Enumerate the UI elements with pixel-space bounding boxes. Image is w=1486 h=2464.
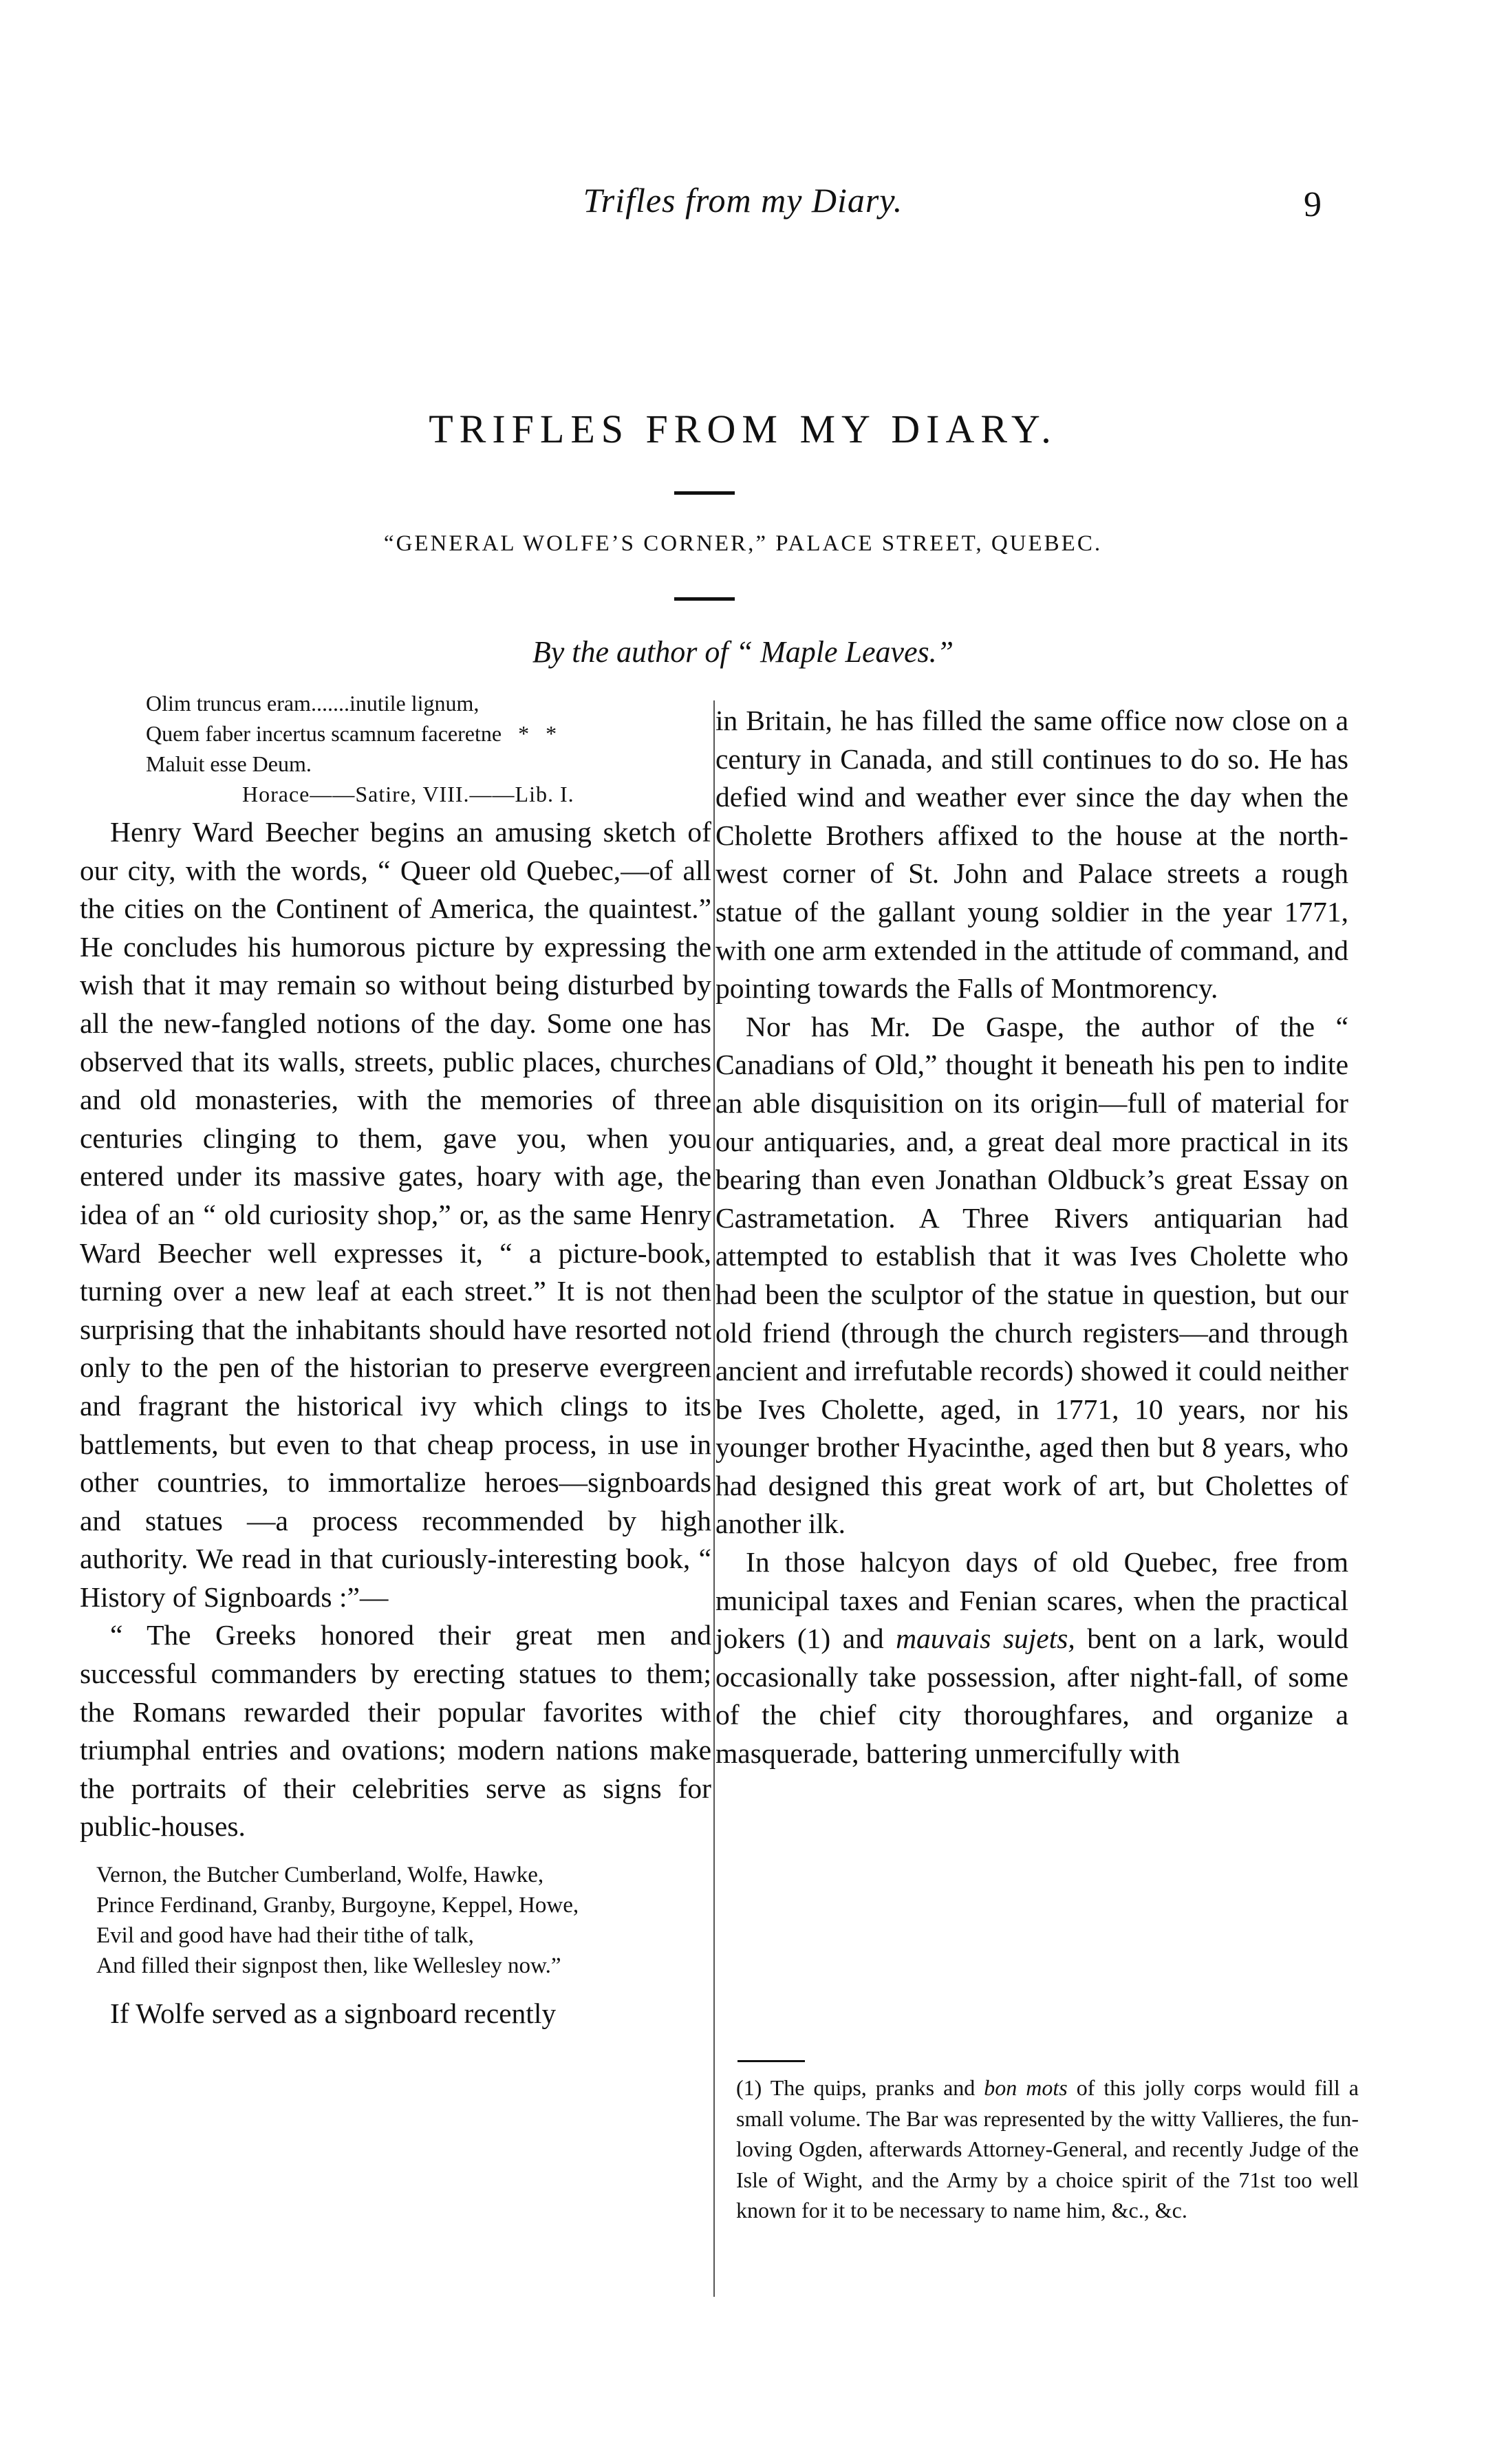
paragraph-text: bent on a lark, would occasionally take possession, after night-fall, of some of the chief city thoroughfares, and organize a masquerade, battering unmercifully with (715, 1622, 1349, 1770)
paragraph-text: In those halcyon days of old Quebec, free from municipal taxes and Fenian scares, when the practical jokers (1) and (715, 1546, 1348, 1655)
byline: By the author of “ Maple Leaves.” (532, 635, 954, 669)
left-column (80, 688, 711, 2033)
italic-phrase: mauvais sujets, (896, 1622, 1075, 1655)
body-paragraph (715, 1543, 1348, 1773)
verse-line: Prince Ferdinand, Granby, Burgoyne, Keppel, Howe, (96, 1893, 579, 1918)
body-paragraph: Nor has Mr. De Gaspe, the author of the “ Canadians of Old,” thought it beneath his pen to indite an able disquisition on its origin—full of material for our antiquaries, and, a great deal more practical in its bearing than even Jonathan Oldbuck’s great Essay on Castrametation. A Three Rivers antiquarian had attempted to establish that it was Ives Cholette who had been the sculptor of the statue in question, but our old friend (through the church registers—and through ancient and irrefutable records) showed it could neither be Ives Cholette, aged, in 1771, 10 years, nor his younger brother Hyacinthe, aged then but 8 years, who had designed this great work of art, but Cholettes of another ilk. (715, 1010, 1348, 1540)
article-subtitle: “GENERAL WOLFE’S CORNER,” PALACE STREET, QUEBEC. (383, 531, 1103, 556)
body-paragraph: Henry Ward Beecher begins an amusing sketch of our city, with the words, “ Queer old Quebec,—of all the cities on the Continent of America, the quaintest.” He concludes his humorous picture by expressing the wish that it may remain so without being disturbed by all the new-fangled notions of the day. Some one has observed that its walls, streets, public places, churches and old monasteries, with the memories of three centuries clinging to them, gave you, when you entered under its massive gates, hoary with age, the idea of an “ old curiosity shop,” or, as the same Henry Ward Beecher well expresses it, “ a picture-book, turning over a new leaf at each street.” It is not then surprising that the inhabitants should have resorted not only to the pen of the historian to preserve evergreen and fragrant the historical ivy which clings to its battlements, but even to that cheap process, in use in other countries, to immortalize heroes—signboards and statues —a process recommended by high authority. We read in that curiously-interesting book, “ History of Signboards :”— (80, 816, 711, 1613)
page-number: 9 (1304, 185, 1322, 224)
verse-quotation (96, 1860, 711, 1981)
footnote (736, 2072, 1359, 2226)
right-column (715, 702, 1348, 1773)
running-title: Trifles from my Diary. (583, 181, 903, 219)
body-paragraph: in Britain, he has filled the same office now close on a century in Canada, and still continues to do so. He has defied wind and weather ever since the day when the Cholette Brothers affixed to the house at the north-west corner of St. John and Palace streets a rough statue of the gallant young soldier in the year 1771, with one arm extended in the attitude of command, and pointing towards the Falls of Montmorency. (715, 705, 1348, 1005)
verse-line: Vernon, the Butcher Cumberland, Wolfe, Hawke, (96, 1863, 544, 1888)
epigraph (146, 688, 711, 809)
subtitle-rule (674, 597, 735, 601)
column-divider (713, 700, 715, 2297)
article-title: TRIFLES FROM MY DIARY. (429, 407, 1057, 451)
title-rule (674, 491, 735, 495)
epigraph-line: Quem faber incertus scamnum faceretne * * (146, 721, 557, 746)
epigraph-line: Olim truncus eram.......inutile lignum, (146, 691, 480, 716)
footnote-text: of this jolly corps would fill a small volume. The Bar was represented by the witty Vallieres, the fun-loving Ogden, afterwards Attorney-General, and recently Judge of the Isle of Wight, and the Army by a choice spirit of the 71st too well known for it to be necessary to name him, &c., &c. (736, 2075, 1359, 2222)
verse-line: And filled their signpost then, like Wellesley now.” (96, 1953, 561, 1979)
italic-phrase: bon mots (984, 2075, 1068, 2100)
body-paragraph: “ The Greeks honored their great men and successful commanders by erecting statues to them; the Romans rewarded their popular favorites with triumphal entries and ovations; modern nations make the portraits of their celebrities serve as signs for public-houses. (80, 1619, 711, 1843)
footnote-rule (737, 2060, 805, 2062)
footnote-text: (1) The quips, pranks and (736, 2075, 976, 2100)
epigraph-line: Maluit esse Deum. (146, 751, 312, 776)
epigraph-source: Horace——Satire, VIII.——Lib. I. (242, 782, 574, 806)
verse-line: Evil and good have had their tithe of talk, (96, 1923, 474, 1949)
body-paragraph: If Wolfe served as a signboard recently (110, 1997, 557, 2030)
